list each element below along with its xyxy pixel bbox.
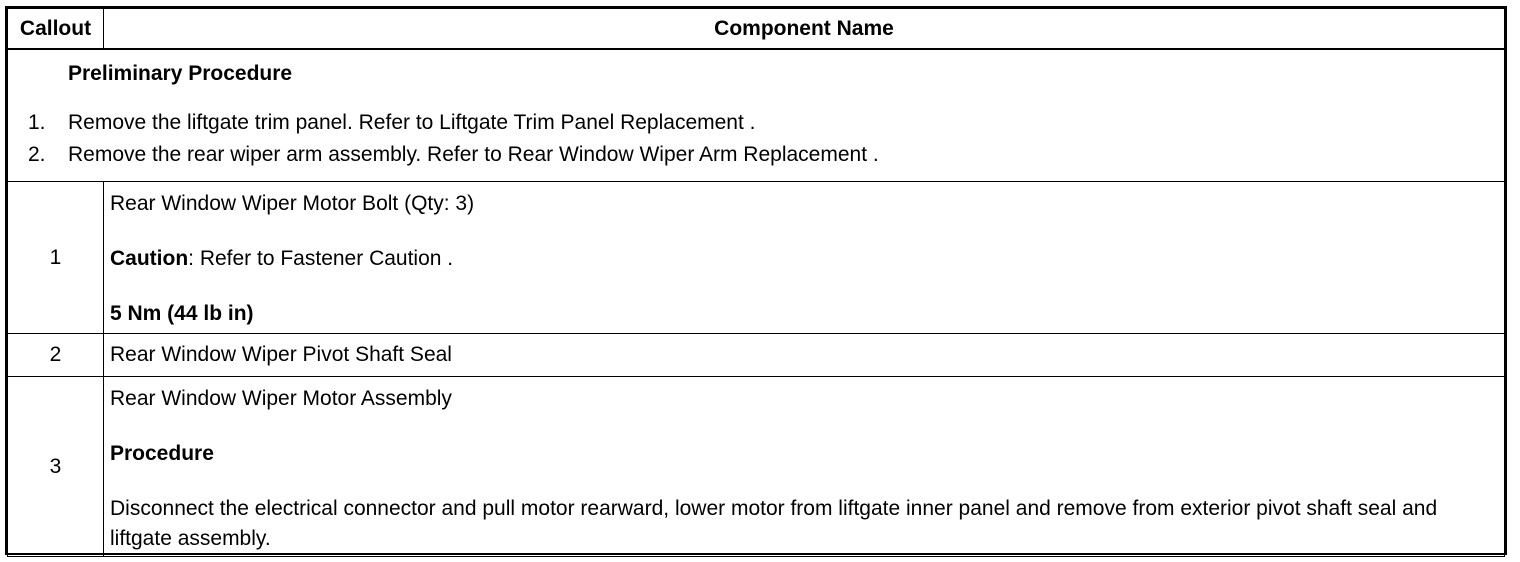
caution-text: : Refer to Fastener Caution . bbox=[188, 247, 454, 270]
caution-label: Caution bbox=[110, 247, 189, 270]
component-name: Rear Window Wiper Pivot Shaft Seal bbox=[110, 343, 452, 366]
component-name: Rear Window Wiper Motor Assembly bbox=[110, 387, 452, 410]
preliminary-cell bbox=[8, 49, 1505, 182]
header-row bbox=[8, 9, 1505, 50]
header-callout: Callout bbox=[8, 9, 104, 50]
callout-cell: 1 bbox=[8, 182, 104, 334]
procedure-text: Disconnect the electrical connector and pull motor rearward, lower motor from liftgate inner panel and remove from exterior pivot shaft seal and liftgate assembly. bbox=[110, 497, 1438, 550]
table-row bbox=[8, 334, 1505, 377]
header-component-name: Component Name bbox=[104, 9, 1505, 50]
preliminary-row bbox=[8, 49, 1505, 182]
step-number: 1. bbox=[28, 111, 46, 134]
table-row bbox=[8, 182, 1505, 334]
component-table bbox=[7, 8, 1505, 557]
step-number: 2. bbox=[28, 143, 46, 166]
callout-cell: 3 bbox=[8, 377, 104, 557]
step-text: Remove the liftgate trim panel. Refer to Liftgate Trim Panel Replacement . bbox=[68, 111, 756, 134]
component-cell bbox=[104, 334, 1505, 377]
preliminary-title: Preliminary Procedure bbox=[68, 62, 293, 85]
preliminary-step bbox=[28, 107, 1496, 139]
component-cell bbox=[104, 182, 1505, 334]
step-text: Remove the rear wiper arm assembly. Refer to Rear Window Wiper Arm Replacement . bbox=[68, 143, 879, 166]
caution-note bbox=[110, 245, 1496, 273]
torque-spec: 5 Nm (44 lb in) bbox=[110, 302, 254, 325]
component-cell bbox=[104, 377, 1505, 557]
procedure-label: Procedure bbox=[110, 442, 214, 465]
table-row bbox=[8, 377, 1505, 557]
preliminary-steps bbox=[28, 107, 1496, 171]
preliminary-step bbox=[28, 139, 1496, 171]
callout-cell: 2 bbox=[8, 334, 104, 377]
component-name: Rear Window Wiper Motor Bolt (Qty: 3) bbox=[110, 192, 475, 215]
component-table-container bbox=[5, 6, 1507, 555]
